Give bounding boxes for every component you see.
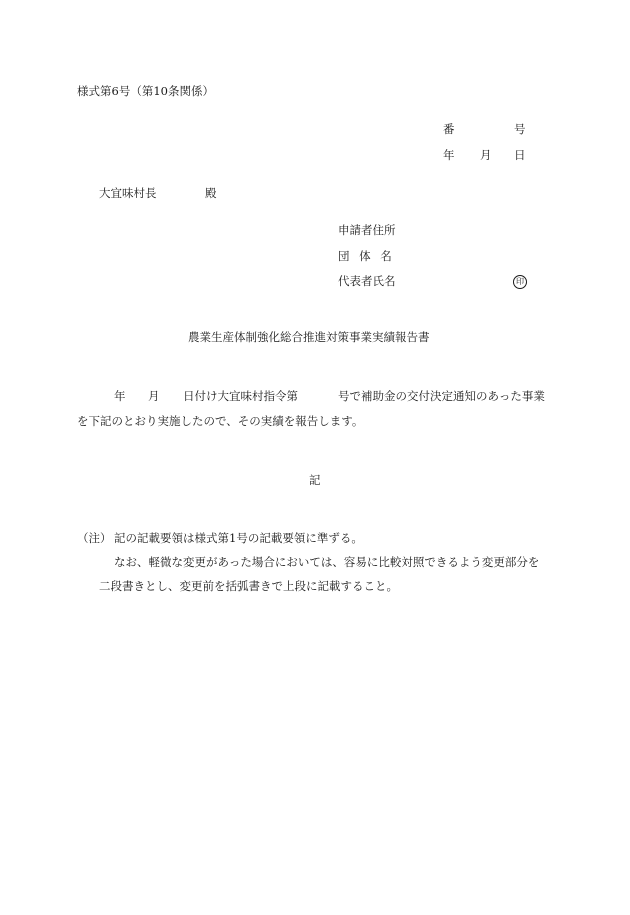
seal-mark <box>513 275 527 289</box>
form-number: 様式第6号（第10条関係） <box>77 84 214 98</box>
notes-line2: なお、軽微な変更があった場合においては、容易に比較対照できるよう変更部分を <box>114 555 540 569</box>
notes-label: （注） <box>77 531 112 545</box>
date-year: 年 <box>443 148 455 162</box>
addressee-honorific: 殿 <box>205 186 217 200</box>
date-day: 日 <box>514 148 526 162</box>
notes-line1: 記の記載要領は様式第1号の記載要領に準ずる。 <box>114 531 363 545</box>
number-suffix: 号 <box>514 122 526 136</box>
number-label: 番 <box>443 122 455 136</box>
document-title: 農業生産体制強化総合推進対策事業実績報告書 <box>188 330 430 344</box>
ki-heading: 記 <box>309 473 321 487</box>
group-name-label: 団 体 名 <box>338 249 392 263</box>
body-date-ref: 日付け大宜味村指令第 <box>183 389 298 403</box>
representative-label: 代表者氏名 <box>338 274 396 288</box>
body-month: 月 <box>148 389 160 403</box>
applicant-address-label: 申請者住所 <box>338 223 396 237</box>
body-line2: を下記のとおり実施したので、その実績を報告します。 <box>77 414 364 428</box>
body-year: 年 <box>114 389 126 403</box>
notes-line3: 二段書きとし、変更前を括弧書きで上段に記載すること。 <box>99 579 398 593</box>
addressee-name: 大宜味村長 <box>99 186 157 200</box>
body-line1-rest: 号で補助金の交付決定通知のあった事業 <box>338 389 545 403</box>
seal-icon: 印 <box>513 275 527 289</box>
date-month: 月 <box>480 148 492 162</box>
